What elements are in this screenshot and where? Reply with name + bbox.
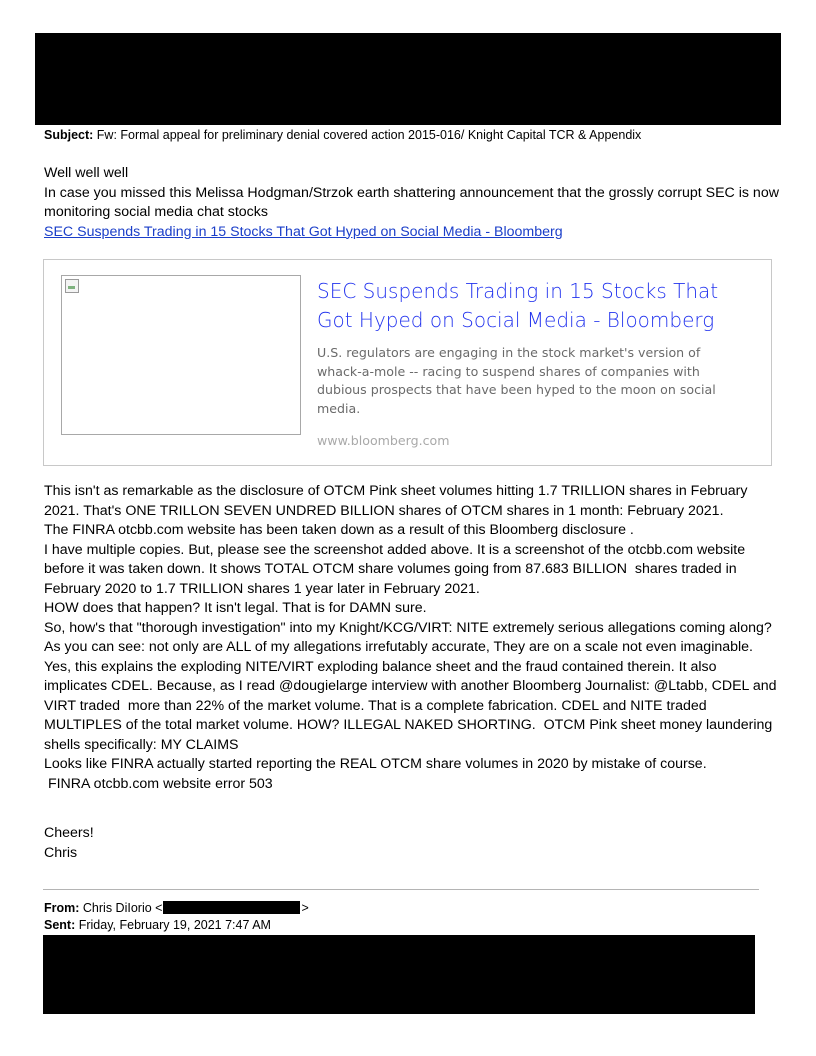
- sent-label: Sent:: [44, 918, 76, 932]
- link-preview-card[interactable]: [43, 259, 772, 466]
- paragraph: I have multiple copies. But, please see the screenshot added above. It is a screenshot of the otcbb.com website before it was taken down. It shows TOTAL OTCM share volumes going from 87.683 BILLION shares traded in February 2020 to 1.7 TRILLION shares 1 year later in February 2021.: [44, 541, 750, 597]
- preview-image-placeholder: [61, 275, 301, 435]
- redaction-block-top: [35, 33, 781, 125]
- preview-description: U.S. regulators are engaging in the stock market's version of whack-a-mole -- racing to suspend shares of companies with dubious prospects that have been hyped to the moon on social media.: [317, 345, 716, 416]
- sent-line: [44, 917, 309, 934]
- broken-image-icon: [65, 279, 79, 293]
- preview-domain: www.bloomberg.com: [317, 433, 450, 448]
- forward-separator: [43, 889, 759, 890]
- signoff: [44, 823, 94, 863]
- subject-line: [44, 128, 641, 142]
- intro-line: Well well well: [44, 165, 129, 181]
- from-label: From:: [44, 901, 80, 915]
- subject-label: Subject:: [44, 128, 94, 142]
- sent-value: Friday, February 19, 2021 7:47 AM: [78, 918, 271, 932]
- paragraph: So, how's that "thorough investigation" into my Knight/KCG/VIRT: NITE extremely serious allegations coming along? As you can see: not only are ALL of my allegations irrefutably accurate, They are on a scale not even imaginable. Yes, this explains the exploding NITE/VIRT exploding balance sheet and the fraud contained therein. It also implicates CDEL. Because, as I read @dougielarge interview with another Bloomberg Journalist: @Ltabb, CDEL and VIRT traded more than 22% of the market volume. That is a complete fabrication. CDEL and NITE traded MULTIPLES of the total market volume. HOW? ILLEGAL NAKED SHORTING. OTCM Pink sheet money laundering shells specifically: MY CLAIMS: [44, 619, 781, 753]
- intro-line: In case you missed this Melissa Hodgman/Strzok earth shattering announcement that the grossly corrupt SEC is now monitoring social media chat stocks: [44, 184, 779, 220]
- signoff-name: Chris: [44, 845, 78, 861]
- paragraph: This isn't as remarkable as the disclosure of OTCM Pink sheet volumes hitting 1.7 TRILLION shares in February 2021. That's ONE TRILLON SEVEN UNDRED BILLION shares of OTCM shares in 1 month: February 2021.: [44, 483, 752, 519]
- redaction-block-bottom: [43, 935, 755, 1014]
- forwarded-header: [44, 900, 309, 934]
- article-link[interactable]: SEC Suspends Trading in 15 Stocks That Got Hyped on Social Media - Bloomberg: [44, 223, 563, 240]
- paragraph: HOW does that happen? It isn't legal. That is for DAMN sure.: [44, 600, 427, 616]
- email-intro: [44, 164, 779, 242]
- paragraph: FINRA otcbb.com website error 503: [44, 775, 273, 792]
- redacted-email: [163, 901, 300, 914]
- paragraph: Looks like FINRA actually started reporting the REAL OTCM share volumes in 2020 by mistake of course.: [44, 756, 707, 772]
- from-name: Chris DiIorio <: [82, 901, 163, 915]
- signoff-greeting: Cheers!: [44, 825, 94, 841]
- from-line: [44, 900, 309, 917]
- from-close: >: [301, 901, 309, 915]
- preview-title[interactable]: SEC Suspends Trading in 15 Stocks That Got Hyped on Social Media - Bloomberg: [317, 279, 719, 332]
- email-main-text: [44, 482, 779, 794]
- paragraph: The FINRA otcbb.com website has been taken down as a result of this Bloomberg disclosure .: [44, 522, 634, 538]
- subject-value: Fw: Formal appeal for preliminary denial covered action 2015-016/ Knight Capital TCR & Appendix: [96, 128, 642, 142]
